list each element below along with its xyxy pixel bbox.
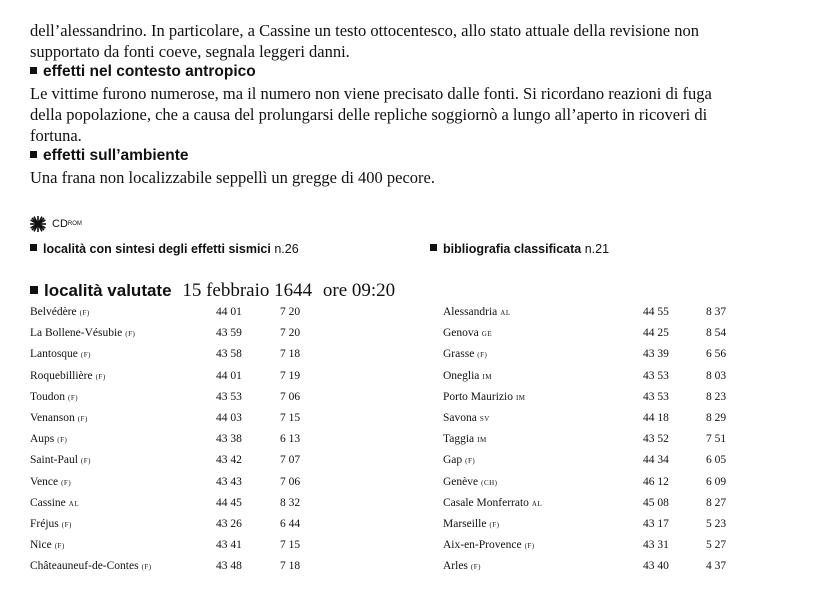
locality-name-text: Cassine	[30, 496, 66, 509]
longitude: 5 27	[706, 539, 727, 552]
section-heading-text: effetti nel contesto antropico	[43, 63, 256, 80]
title-time: ore 09:20	[322, 280, 396, 301]
locality-name	[443, 323, 492, 344]
province-code: (F)	[489, 521, 500, 529]
text-line: fortuna.	[30, 126, 82, 145]
province-code: (F)	[57, 436, 68, 445]
province-code: AL	[500, 309, 511, 317]
paragraph-1	[30, 20, 820, 62]
header-label: località con sintesi degli effetti sismici	[43, 242, 271, 256]
longitude: 7 15	[280, 539, 301, 552]
bullet-icon	[30, 244, 37, 251]
latitude: 43 59	[216, 327, 242, 340]
latitude: 44 18	[643, 412, 669, 424]
longitude: 6 44	[280, 518, 301, 530]
header-count: n.21	[584, 242, 610, 256]
locality-name-text: Casale Monferrato	[443, 496, 529, 509]
longitude: 7 18	[280, 560, 301, 573]
locality-name	[30, 535, 65, 556]
section-heading-text: effetti sull’ambiente	[43, 147, 189, 164]
locality-name	[443, 408, 490, 429]
latitude: 43 52	[643, 433, 669, 446]
locality-name	[30, 472, 71, 493]
evaluated-localities-title	[30, 280, 395, 302]
longitude: 7 18	[280, 348, 301, 361]
longitude: 6 09	[706, 475, 727, 488]
text-line: Una frana non localizzabile seppellì un gregge di 400 pecore.	[30, 168, 435, 187]
locality-name-text: Fréjus	[30, 518, 59, 530]
latitude: 43 53	[643, 390, 669, 403]
province-code: (F)	[79, 309, 90, 317]
locality-name-text: Genève	[443, 475, 479, 488]
latitude: 44 45	[216, 496, 242, 509]
locality-name	[30, 302, 90, 323]
bullet-icon	[430, 244, 437, 251]
text-line: supportato da fonti coeve, segnala leggeri danni.	[30, 42, 350, 61]
cdrom-marker	[30, 216, 82, 232]
longitude: 6 13	[280, 433, 301, 446]
latitude: 43 41	[216, 539, 242, 552]
locality-name-text: Châteauneuf-de-Contes	[30, 560, 139, 573]
header-count: n.26	[274, 242, 299, 256]
header-label: bibliografia classificata	[443, 242, 582, 256]
longitude: 6 56	[706, 348, 727, 361]
longitude: 4 37	[706, 560, 727, 573]
locality-name-text: Savona	[443, 412, 477, 424]
longitude: 7 07	[280, 454, 301, 467]
latitude: 43 31	[643, 539, 669, 552]
longitude: 8 29	[706, 412, 727, 424]
province-code: (F)	[61, 521, 72, 529]
latitude: 43 53	[216, 390, 242, 403]
province-code: GE	[481, 330, 493, 339]
longitude: 7 51	[706, 433, 727, 446]
longitude: 8 27	[706, 496, 727, 509]
latitude: 43 26	[216, 518, 242, 530]
locality-name-text: Lantosque	[30, 348, 78, 361]
province-code: (F)	[80, 351, 91, 360]
locality-name-text: Aix-en-Provence	[443, 539, 522, 552]
province-code: (F)	[524, 542, 535, 551]
section-heading-environment	[30, 147, 189, 165]
province-code: (F)	[54, 542, 65, 551]
text-line: dell’alessandrino. In particolare, a Cassine un testo ottocentesco, allo stato attuale della revisione non	[30, 21, 699, 40]
cdrom-label: CD	[52, 218, 68, 230]
longitude: 7 06	[280, 475, 301, 488]
locality-name-text: Vence	[30, 475, 59, 488]
latitude: 43 53	[643, 369, 669, 382]
locality-name-text: Taggia	[443, 433, 475, 446]
longitude: 7 06	[280, 390, 301, 403]
locality-name-text: Venanson	[30, 412, 75, 424]
locality-name-text: Genova	[443, 327, 479, 340]
locality-name	[443, 387, 526, 408]
province-code: IM	[482, 372, 492, 381]
locality-name-text: Marseille	[443, 518, 487, 530]
locality-name-text: Belvédère	[30, 306, 77, 318]
province-code: SV	[479, 415, 490, 423]
latitude: 43 58	[216, 348, 242, 361]
province-code: AL	[68, 499, 80, 508]
longitude: 8 32	[280, 496, 301, 509]
longitude: 8 54	[706, 327, 727, 340]
latitude: 43 42	[216, 454, 242, 467]
locality-name-text: Alessandria	[443, 306, 498, 318]
locality-name	[443, 429, 487, 450]
province-code: (F)	[470, 563, 481, 572]
locality-name-text: Saint-Paul	[30, 454, 78, 467]
latitude: 46 12	[643, 475, 669, 488]
locality-name	[443, 556, 481, 577]
province-code: IM	[515, 393, 526, 402]
longitude: 7 20	[280, 306, 301, 318]
bullet-icon	[30, 286, 38, 294]
text-line: Le vittime furono numerose, ma il numero non viene precisato dalle fonti. Si ricordano reazioni di fuga	[30, 84, 712, 103]
latitude: 43 38	[216, 433, 242, 446]
locality-name	[30, 556, 152, 577]
locality-name-text: La Bollene-Vésubie	[30, 327, 123, 340]
locality-name	[30, 387, 78, 408]
locality-name-text: Nice	[30, 539, 52, 552]
latitude: 43 48	[216, 560, 242, 573]
province-code: (F)	[477, 351, 488, 360]
cdrom-sup: ROM	[67, 221, 82, 227]
latitude: 43 40	[643, 560, 669, 573]
paragraph-3	[30, 167, 820, 188]
locality-name	[443, 472, 498, 493]
locality-name	[443, 302, 511, 323]
locality-name	[30, 450, 91, 471]
locality-name-text: Roquebillière	[30, 369, 93, 382]
longitude: 8 23	[706, 390, 727, 403]
bibliography-header	[430, 242, 609, 256]
longitude: 8 03	[706, 369, 727, 382]
paragraph-2	[30, 83, 820, 146]
province-code: (CH)	[481, 478, 498, 487]
longitude: 7 19	[280, 369, 301, 382]
latitude: 45 08	[643, 496, 669, 509]
province-code: (F)	[77, 415, 88, 423]
latitude: 44 25	[643, 327, 669, 340]
locality-name-text: Arles	[443, 560, 468, 573]
latitude: 44 34	[643, 454, 669, 467]
locality-name-text: Grasse	[443, 348, 475, 361]
locality-name	[30, 344, 91, 365]
longitude: 7 20	[280, 327, 301, 340]
province-code: (F)	[95, 372, 106, 381]
locality-name-text: Toudon	[30, 390, 65, 403]
locality-name	[443, 493, 542, 514]
longitude: 5 23	[706, 518, 727, 530]
province-code: IM	[477, 436, 487, 445]
latitude: 43 17	[643, 518, 669, 530]
latitude: 43 39	[643, 348, 669, 361]
bullet-icon	[30, 151, 37, 158]
starburst-icon	[30, 216, 46, 232]
locality-name-text: Aups	[30, 433, 55, 446]
province-code: AL	[531, 499, 543, 508]
province-code: (F)	[141, 563, 152, 572]
locality-name-text: Gap	[443, 454, 463, 467]
province-code: (F)	[67, 393, 79, 402]
province-code: (F)	[465, 457, 476, 466]
locality-name	[443, 450, 475, 471]
locality-name-text: Porto Maurizio	[443, 390, 513, 403]
province-code: (F)	[125, 330, 136, 339]
locality-name	[443, 535, 535, 556]
effects-summary-header	[30, 242, 299, 256]
text-line: della popolazione, che a causa del prolungarsi delle repliche soggiornò a lungo all’aperto in ricoveri di	[30, 105, 708, 124]
latitude: 44 01	[216, 306, 242, 318]
latitude: 43 43	[216, 475, 242, 488]
locality-name	[30, 323, 135, 344]
latitude: 44 55	[643, 306, 669, 318]
section-heading-anthropic	[30, 63, 256, 81]
locality-name	[443, 366, 492, 387]
province-code: (F)	[61, 478, 72, 487]
longitude: 7 15	[280, 412, 301, 424]
title-date: 15 febbraio 1644	[182, 280, 313, 301]
locality-name	[30, 366, 106, 387]
locality-name	[30, 408, 88, 429]
locality-name	[443, 514, 500, 535]
longitude: 8 37	[706, 306, 727, 318]
bullet-icon	[30, 67, 37, 74]
longitude: 6 05	[706, 454, 727, 467]
latitude: 44 01	[216, 369, 242, 382]
province-code: (F)	[80, 457, 91, 466]
locality-name	[30, 514, 72, 535]
latitude: 44 03	[216, 412, 242, 424]
title-label: località valutate	[44, 281, 172, 300]
locality-name-text: Oneglia	[443, 369, 480, 382]
locality-name	[30, 429, 67, 450]
locality-name	[443, 344, 487, 365]
locality-name	[30, 493, 79, 514]
